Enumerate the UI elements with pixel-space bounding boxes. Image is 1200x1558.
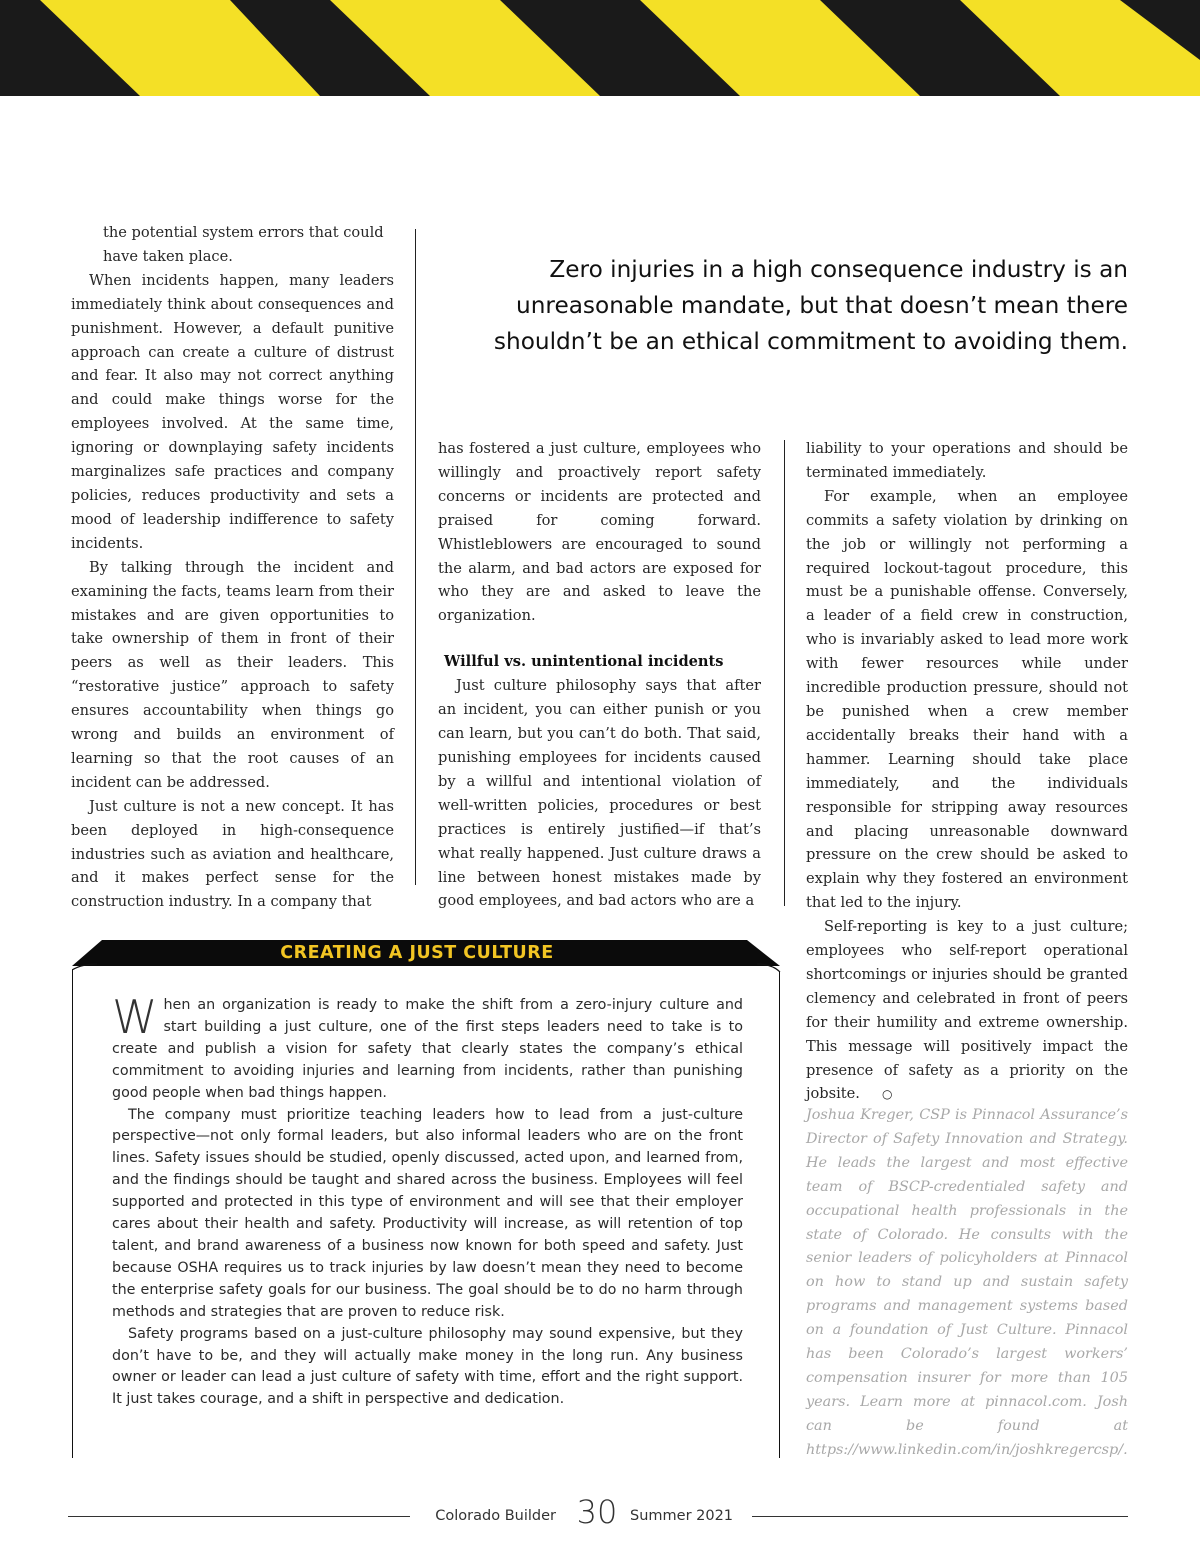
section-heading: Willful vs. unintentional incidents (444, 653, 724, 671)
sidebar-creating-just-culture (72, 940, 782, 1460)
footer-issue: Summer 2021 (630, 1508, 734, 1524)
column-divider (415, 229, 416, 885)
column3-paragraph (806, 915, 1128, 1107)
pull-quote: Zero injuries in a high consequence industry is an unreasonable mandate, but that doesn’t mean there shouldn’t be an ethical commitment to avoiding them. (493, 256, 1128, 355)
column-divider (784, 440, 785, 906)
column1-paragraph: Just culture is not a new concept. It has been deployed in high-consequence industries such as aviation and healthcare, and it makes perfect sense for the construction industry. In a company that (71, 797, 394, 911)
sidebar-paragraph: Safety programs based on a just-culture philosophy may sound expensive, but they don’t have to be, and they will actually make money in the long run. Any business owner or leader can lead a just culture of safety with time, effort and the right support. It just takes courage, and a shift in perspective and dedication. (112, 1325, 743, 1408)
column2-paragraph: Just culture philosophy says that after an incident, you can either punish or you can learn, but you can’t do both. That said, punishing employees for incidents caused by a willful and intentional violation of well-written policies, procedures or best practices is entirely justified—if that’s what really happened. Just culture draws a line between honest mistakes made by good employees, and bad actors who are a (438, 677, 761, 910)
column1-paragraph: By talking through the incident and examining the facts, teams learn from their mistakes and are given opportunities to take ownership of them in front of their peers as well as their leaders. This “restorative justice” approach to safety ensures accountability when things go wrong and builds an environment of learning so that the root causes of an incident can be addressed. (71, 558, 394, 791)
column3-paragraph: For example, when an employee commits a safety violation by drinking on the job or willingly not performing a required lockout-tagout procedure, this must be a punishable offense. Conversely, a leader of a field crew in construction, who is invariably asked to lead more work with fewer resources while under incredible production pressure, should not be punished when a crew member accidentally breaks their hand with a hammer. Learning should take place immediately, and the individuals responsible for stripping away resources and placing unreasonable downward pressure on the crew should be asked to explain why they fostered an environment that led to the injury. (806, 487, 1128, 912)
column2-paragraph: has fostered a just culture, employees who willingly and proactively report safety concerns or incidents are protected and praised for coming forward. Whistleblowers are encouraged to sound the alarm, and bad actors are exposed for who they are and asked to leave the organization. (438, 440, 761, 625)
column3-last-paragraph: Self-reporting is key to a just culture; employees who self-report operational shortcomings or injuries should be granted clemency and celebrated in front of peers for their humility and extreme ownership. This message will positively impact the presence of safety as a priority on the jobsite. (806, 918, 1128, 1103)
column3-paragraph: liability to your operations and should be terminated immediately. (806, 440, 1128, 481)
column1-paragraph: the potential system errors that could have taken place. (103, 224, 384, 265)
page-number: 30 (576, 1493, 618, 1531)
sidebar-first-paragraph-text: hen an organization is ready to make the shift from a zero-injury culture and start building a just culture, one of the first steps leaders need to take is to create and publish a vision for safety that clearly states the company’s ethical commitment to avoiding injuries and learning from incidents, rather than punishing good people when bad things happen. (112, 997, 743, 1101)
hazard-stripe-banner (0, 0, 1200, 96)
column1-paragraph: When incidents happen, many leaders immediately think about consequences and punishment. However, a default punitive approach can create a culture of distrust and fear. It also may not correct anything and could make things worse for the employees involved. At the same time, ignoring or downplaying safety incidents marginalizes safe practices and company policies, reduces productivity and sets a mood of leadership indifference to safety incidents. (71, 271, 394, 552)
author-bio: Joshua Kreger, CSP is Pinnacol Assurance’s Director of Safety Innovation and Strategy. He leads the largest and most effective team of BSCP-credentialed safety and occupational health professionals in the state of Colorado. He consults with the senior leaders of policyholders at Pinnacol on how to stand up and sustain safety programs and management systems based on a foundation of Just Culture. Pinnacol has been Colorado’s largest workers’ compensation insurer for more than 105 years. Learn more at pinnacol.com. Josh can be found at https://www.linkedin.com/in/joshkregercsp/. (806, 1107, 1128, 1458)
article-column-2 (438, 437, 761, 913)
sidebar-paragraph: The company must prioritize teaching leaders how to lead from a just-culture perspective—not only formal leaders, but also informal leaders who are on the front lines. Safety issues should be studied, openly discussed, acted upon, and learned from, and the findings should be taught and shared across the business. Employees will feel supported and protected in this type of environment and will see that their employer cares about their health and safety. Productivity will increase, as will retention of top talent, and brand awareness of a business now known for both speed and safety. Just because OSHA requires us to track injuries by law doesn’t mean they need to become the enterprise safety goals for our business. The goal should be to do no harm through methods and strategies that are proven to reduce risk. (112, 1106, 743, 1320)
end-mark-icon: ○ (881, 1087, 893, 1102)
footer-rule-right (752, 1516, 1128, 1517)
sidebar-body (112, 990, 743, 1411)
article-column-1 (71, 221, 394, 914)
drop-cap: W (112, 990, 158, 1044)
sidebar-paragraph (112, 990, 743, 1105)
page-footer (68, 1494, 1128, 1534)
footer-rule-left (68, 1516, 410, 1517)
sidebar-title: CREATING A JUST CULTURE (280, 943, 554, 963)
article-column-3 (806, 437, 1128, 1107)
footer-publication: Colorado Builder (435, 1508, 556, 1524)
